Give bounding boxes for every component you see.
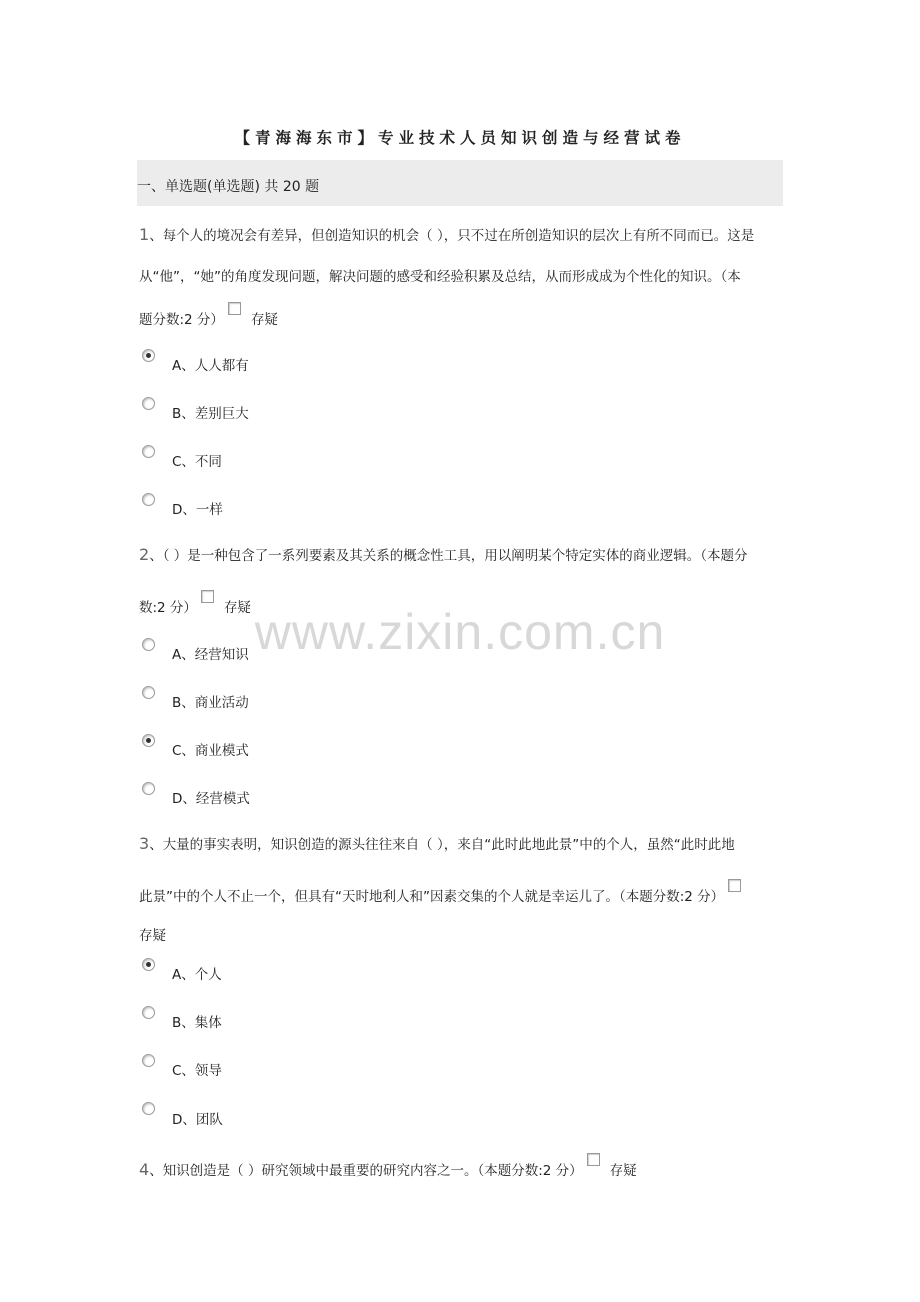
option-label: C、不同 (172, 454, 222, 470)
bookmark-checkbox[interactable] (587, 1153, 600, 1166)
question-1-line-2: 从“他”，“她”的角度发现问题，解决问题的感受和经验积累及总结，从而形成成为个性化的知识。（本 (139, 269, 741, 285)
bookmark-checkbox[interactable] (201, 590, 214, 603)
radio-option-a[interactable] (142, 638, 155, 651)
radio-option-c[interactable] (142, 445, 155, 458)
bookmark-label: 存疑 (223, 600, 251, 616)
question-number: 3 (139, 834, 150, 853)
question-number: 1 (139, 225, 150, 244)
radio-selected-dot (146, 738, 151, 743)
option-label: B、商业活动 (172, 695, 249, 711)
radio-option-b[interactable] (142, 397, 155, 410)
option-label: D、经营模式 (172, 791, 250, 807)
option-label: D、一样 (172, 502, 223, 518)
radio-option-d[interactable] (142, 493, 155, 506)
question-2-line-2: 数:2 分） 存疑 (139, 598, 789, 618)
question-3-line-1: 3、大量的事实表明，知识创造的源头往往来自（ ），来自“此时此地此景”中的个人，虽然“此时此地 (139, 834, 735, 853)
option-label: A、人人都有 (172, 358, 249, 374)
option-label: C、商业模式 (172, 743, 249, 759)
question-4-line-1: 4、知识创造是（ ）研究领域中最重要的研究内容之一。（本题分数:2 分） 存疑 (139, 1160, 789, 1181)
question-number: 2 (139, 545, 150, 564)
question-3-line-2: 此景”中的个人不止一个，但具有“天时地利人和”因素交集的个人就是幸运儿了。（本题分数:2 分） (139, 887, 789, 907)
question-1-line-1: 1、每个人的境况会有差异，但创造知识的机会（ ），只不过在所创造知识的层次上有所不同而已。这是 (139, 225, 755, 244)
radio-option-c[interactable] (142, 734, 155, 747)
question-text: 大量的事实表明，知识创造的源头往往来自（ ），来自“此时此地此景”中的个人，虽然“此时此地 (162, 837, 735, 853)
radio-option-b[interactable] (142, 686, 155, 699)
radio-option-d[interactable] (142, 1102, 155, 1115)
option-label: B、差别巨大 (172, 406, 249, 422)
page-title: 【青海海东市】专业技术人员知识创造与经营试卷 (234, 129, 686, 147)
question-number: 4 (139, 1160, 150, 1179)
option-label: D、团队 (172, 1112, 223, 1128)
question-text: （ ）是一种包含了一系列要素及其关系的概念性工具，用以阐明某个特定实体的商业逻辑。（本题分 (162, 548, 748, 564)
question-text: 知识创造是（ ）研究领域中最重要的研究内容之一。（本题分数:2 分） (162, 1163, 583, 1179)
watermark: www.zixin.com.cn (254, 604, 666, 660)
section-header (137, 160, 783, 206)
bookmark-checkbox[interactable] (728, 879, 741, 892)
option-label: B、集体 (172, 1015, 222, 1031)
question-text: 每个人的境况会有差异，但创造知识的机会（ ），只不过在所创造知识的层次上有所不同而已。这是 (162, 228, 755, 244)
option-label: A、个人 (172, 967, 222, 983)
radio-option-a[interactable] (142, 349, 155, 362)
question-2-line-1: 2、（ ）是一种包含了一系列要素及其关系的概念性工具，用以阐明某个特定实体的商业逻辑。（本题分 (139, 545, 748, 564)
question-1-line-3: 题分数:2 分） 存疑 (139, 310, 789, 330)
bookmark-label: 存疑 (250, 312, 278, 328)
option-label: A、经营知识 (172, 647, 249, 663)
section-title: 一、单选题(单选题) 共 20 题 (137, 179, 320, 195)
radio-selected-dot (146, 353, 151, 358)
bookmark-label: 存疑 (139, 928, 166, 944)
bookmark-label: 存疑 (609, 1163, 637, 1179)
radio-selected-dot (146, 962, 151, 967)
radio-option-a[interactable] (142, 958, 155, 971)
radio-option-c[interactable] (142, 1054, 155, 1067)
bookmark-checkbox[interactable] (228, 302, 241, 315)
radio-option-b[interactable] (142, 1006, 155, 1019)
radio-option-d[interactable] (142, 782, 155, 795)
question-3-line-3 (139, 926, 789, 946)
option-label: C、领导 (172, 1063, 222, 1079)
